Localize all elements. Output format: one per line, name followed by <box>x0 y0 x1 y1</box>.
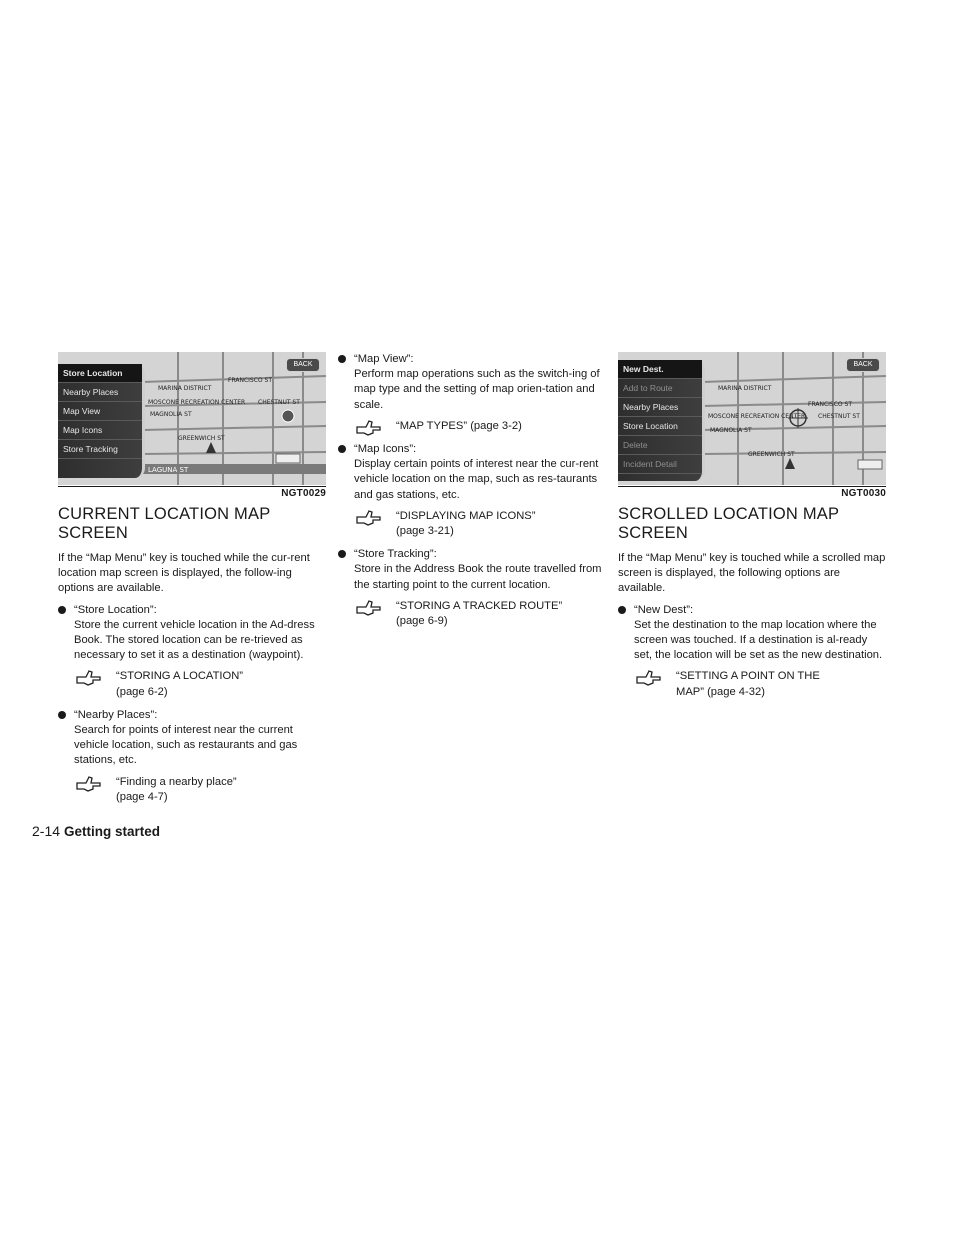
reference-hand-icon <box>356 419 384 437</box>
menu-item-new-dest[interactable]: New Dest. <box>618 360 702 379</box>
cross-reference: “DISPLAYING MAP ICONS” (page 3-21) <box>338 509 606 539</box>
column-middle <box>338 352 606 637</box>
menu-item-store-location[interactable]: Store Location <box>618 417 702 436</box>
menu-item-nearby-places[interactable]: Nearby Places <box>618 398 702 417</box>
back-button[interactable]: BACK <box>846 358 880 372</box>
bullet-icon <box>338 355 346 363</box>
menu-item-map-icons[interactable]: Map Icons <box>58 421 142 440</box>
list-item: “New Dest”: Set the destination to the map location where the screen was touched. If a destination is al-ready set, the location will be set as the new destination. <box>618 603 886 664</box>
reference-hand-icon <box>636 669 664 687</box>
svg-text:MARINA DISTRICT: MARINA DISTRICT <box>158 385 212 392</box>
list-item: “Store Tracking”: Store in the Address Book the route travelled from the starting point to the current location. <box>338 547 606 593</box>
svg-text:MOSCONE RECREATION CENTER: MOSCONE RECREATION CENTER <box>148 399 246 406</box>
svg-text:CHESTNUT ST: CHESTNUT ST <box>258 399 300 406</box>
svg-text:CHESTNUT ST: CHESTNUT ST <box>818 413 860 420</box>
reference-hand-icon <box>356 599 384 617</box>
bullet-icon <box>338 445 346 453</box>
reference-hand-icon <box>356 509 384 527</box>
bullet-icon <box>58 711 66 719</box>
menu-item-store-location[interactable]: Store Location <box>58 364 142 383</box>
map-menu-panel <box>618 360 705 481</box>
cross-reference: “STORING A LOCATION” (page 6-2) <box>58 669 326 699</box>
column-right <box>618 352 886 708</box>
cross-reference: “STORING A TRACKED ROUTE” (page 6-9) <box>338 599 606 629</box>
svg-text:GREENWICH ST: GREENWICH ST <box>178 435 225 442</box>
section-title: SCROLLED LOCATION MAP SCREEN <box>618 505 839 542</box>
section-title: CURRENT LOCATION MAP SCREEN <box>58 505 271 542</box>
menu-item-delete[interactable]: Delete <box>618 436 702 455</box>
figure-scrolled-location-screen <box>618 352 886 485</box>
figure-code: NGT0030 <box>618 486 886 499</box>
svg-text:GREENWICH ST: GREENWICH ST <box>748 451 795 458</box>
bullet-icon <box>338 550 346 558</box>
map-menu-panel <box>58 364 145 478</box>
list-item: “Map Icons”: Display certain points of interest near the cur-rent vehicle location on the map, such as res-taurants and gas stations, etc. <box>338 442 606 503</box>
menu-item-add-to-route[interactable]: Add to Route <box>618 379 702 398</box>
menu-item-store-tracking[interactable]: Store Tracking <box>58 440 142 459</box>
back-button[interactable]: BACK <box>286 358 320 372</box>
menu-item-nearby-places[interactable]: Nearby Places <box>58 383 142 402</box>
cross-reference: “MAP TYPES” (page 3-2) <box>338 419 606 434</box>
menu-item-incident-detail[interactable]: Incident Detail <box>618 455 702 474</box>
cross-reference: “SETTING A POINT ON THE MAP” (page 4-32) <box>618 669 886 699</box>
list-item: “Nearby Places”: Search for points of interest near the current vehicle location, such as restaurants and gas stations, etc. <box>58 708 326 769</box>
section-intro: If the “Map Menu” key is touched while the cur-rent location map screen is displayed, the follow-ing options are available. <box>58 552 310 595</box>
chapter-title: Getting started <box>64 824 161 839</box>
reference-hand-icon <box>76 669 104 687</box>
reference-hand-icon <box>76 775 104 793</box>
svg-text:MAGNOLIA ST: MAGNOLIA ST <box>150 411 192 418</box>
svg-text:LAGUNA ST: LAGUNA ST <box>148 466 189 474</box>
bullet-icon <box>58 606 66 614</box>
page-footer <box>32 823 160 839</box>
cross-reference: “Finding a nearby place” (page 4-7) <box>58 775 326 805</box>
list-item: “Map View”: Perform map operations such as the switch-ing of map type and the setting of map orien-tation and scale. <box>338 352 606 413</box>
svg-text:FRANCISCO ST: FRANCISCO ST <box>228 377 273 384</box>
svg-text:MAGNOLIA ST: MAGNOLIA ST <box>710 427 752 434</box>
page-number: 2-14 <box>32 823 61 839</box>
section-intro: If the “Map Menu” key is touched while a scrolled map screen is displayed, the following options are available. <box>618 552 886 595</box>
bullet-icon <box>618 606 626 614</box>
figure-current-location-screen <box>58 352 326 485</box>
column-left <box>58 352 326 813</box>
svg-text:MARINA DISTRICT: MARINA DISTRICT <box>718 385 772 392</box>
svg-text:MOSCONE RECREATION CENTER: MOSCONE RECREATION CENTER <box>708 413 806 420</box>
figure-code: NGT0029 <box>58 486 326 499</box>
list-item: “Store Location”: Store the current vehicle location in the Ad-dress Book. The stored location can be re-trieved as necessary to set it as a destination (waypoint). <box>58 603 326 664</box>
menu-item-map-view[interactable]: Map View <box>58 402 142 421</box>
svg-text:FRANCISCO ST: FRANCISCO ST <box>808 401 853 408</box>
